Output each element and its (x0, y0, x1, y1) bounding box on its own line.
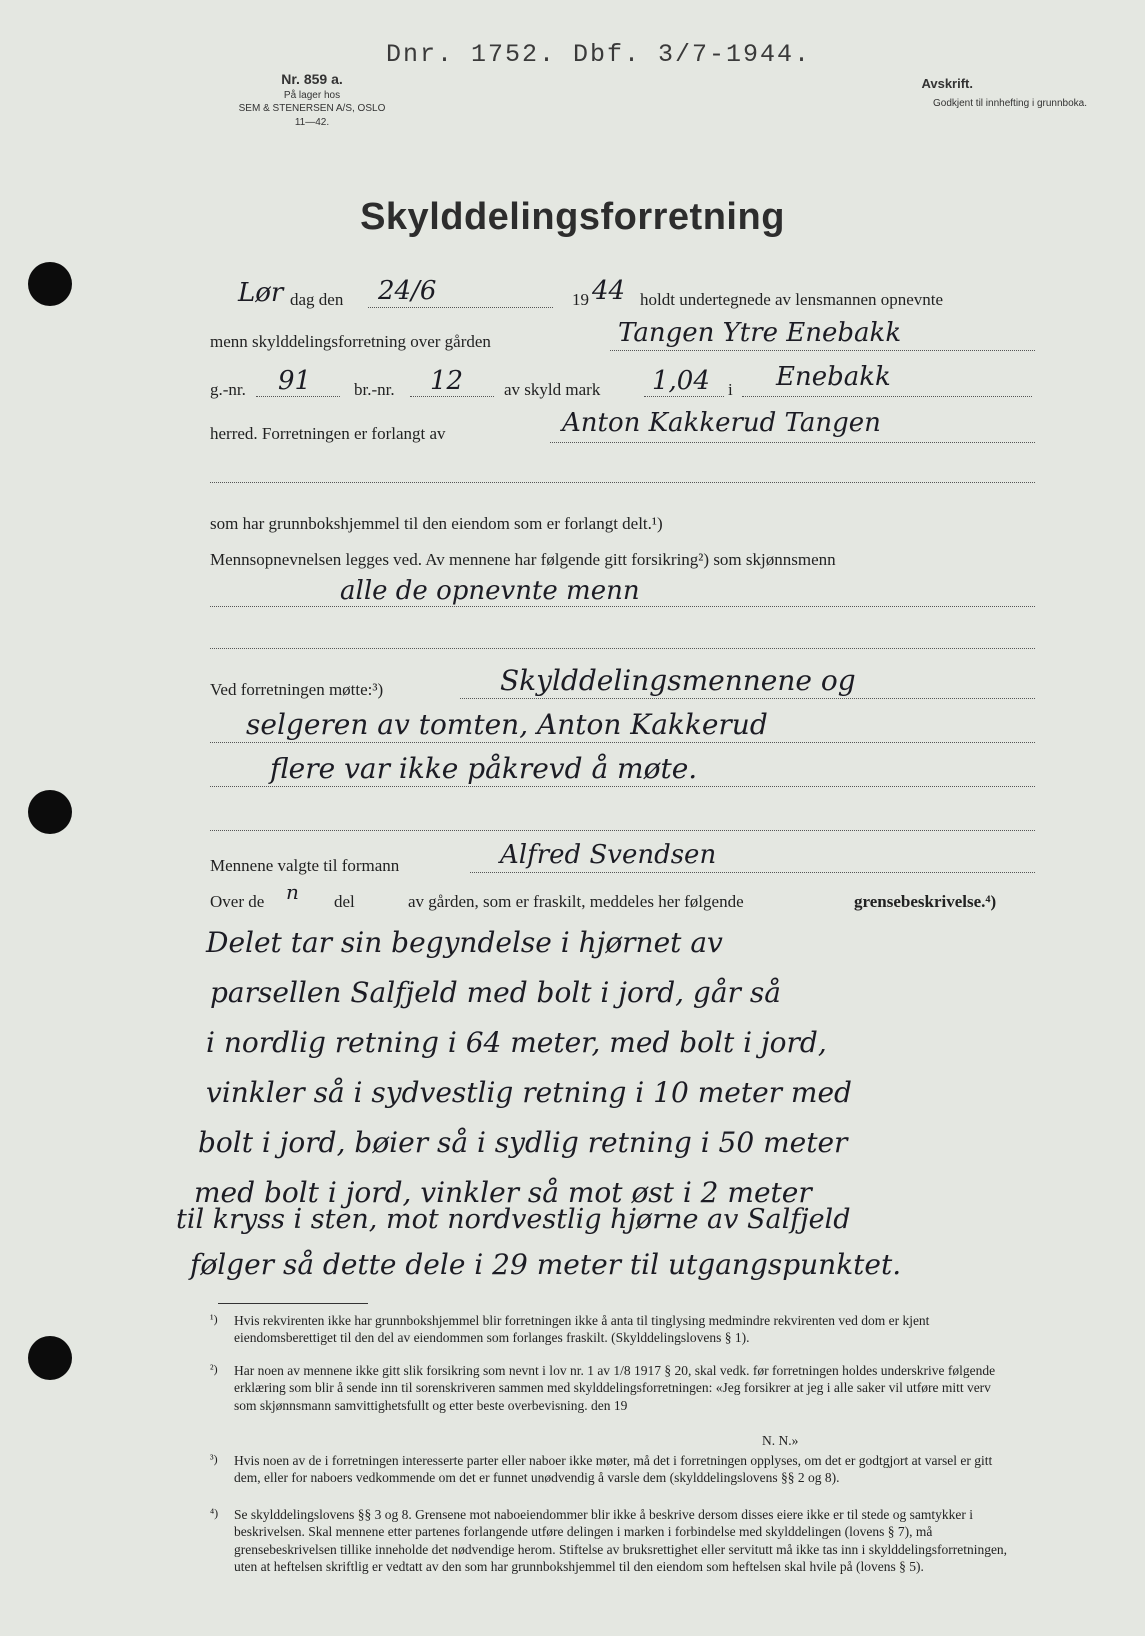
hw-desc-line: følger så dette dele i 29 meter til utgangspunktet. (190, 1248, 902, 1281)
hw-desc-line: til kryss i sten, mot nordvestlig hjørne av Salfjeld (176, 1204, 851, 1235)
punch-hole (28, 1336, 72, 1380)
hw-over-den-n: n (286, 880, 299, 904)
label-line8: Mennene valgte til formann (210, 856, 400, 875)
fill-line (256, 396, 340, 397)
label-line7: Ved forretningen møtte:³) (210, 680, 384, 699)
label-line9-mid: av gården, som er fraskilt, meddeles her følgende (408, 892, 744, 911)
hw-skyld: 1,04 (652, 366, 710, 396)
fill-line (410, 396, 494, 397)
fill-line (210, 482, 1035, 483)
fill-line (210, 742, 1035, 743)
fill-line (610, 350, 1035, 351)
hw-attended-3: flere var ikke påkrevd å møte. (270, 752, 698, 785)
hw-year: 44 (592, 276, 626, 306)
hw-date: 24/6 (378, 276, 437, 306)
printer-line2: SEM & STENERSEN A/S, OSLO (238, 103, 386, 115)
hw-desc-line: med bolt i jord, vinkler så mot øst i 2 meter (194, 1176, 812, 1209)
hw-gnr: 91 (278, 366, 312, 396)
fill-line (210, 786, 1035, 787)
footnote-number: ³) (210, 1452, 218, 1466)
footnote-text: Se skylddelingslovens §§ 3 og 8. Grensene mot naboeiendommer blir ikke å beskrive dersom disses eiere ikke er til stede og samtykker i beskrivelsen. Skal mennene etter partenes forlangende utføre delingen i marken i forbindelse med skylddelingen (lovens § 7), må grensebeskrivelsen tillike inneholde det nødvendige herom. Stiftelse av bruksrettighet eller servitutt må ikke tas inn i skylddelingsforretningen, uten at heftelsen skriftlig er vedtatt av den som har grunnbokshjemmel til den eiendom som heftelsen skal hvile på (lovens § 5). (234, 1507, 1008, 1574)
fill-line (742, 396, 1032, 397)
footnote-number: ⁴) (210, 1506, 219, 1520)
registration-stamp: Dnr. 1752. Dbf. 3/7-1944. (386, 40, 812, 69)
label-gnr: g.-nr. (210, 380, 246, 399)
footnote-separator (218, 1303, 368, 1304)
label-del: del (334, 892, 355, 911)
hw-farm: Tangen Ytre Enebakk (618, 318, 902, 348)
label-line5: som har grunnbokshjemmel til den eiendom som er forlangt delt.¹) (210, 514, 663, 533)
footnote-text: Hvis noen av de i forretningen interesserte parter eller naboer ikke møter, må det i forretningen opplyses, om det er godtgjort at varsel er gitt dem, eller for naboers vedkommende om det er funnet unødvendig å varsle dem (skylddelingslovens §§ 2 og 8). (234, 1453, 993, 1486)
label-grensebeskrivelse: grensebeskrivelse.⁴) (854, 892, 997, 911)
label-bnr: br.-nr. (354, 380, 395, 399)
footnote-number: ²) (210, 1362, 218, 1376)
printer-line1: På lager hos (283, 89, 341, 101)
label-i: i (728, 380, 733, 399)
printer-date: 11—42. (294, 116, 330, 128)
label-skyld: av skyld mark (504, 380, 601, 399)
hw-insured: alle de opnevnte menn (340, 576, 640, 606)
hw-attended-2: selgeren av tomten, Anton Kakkerud (246, 708, 768, 741)
hw-attended-1: Skylddelingsmennene og (500, 664, 856, 697)
hw-desc-line: parsellen Salfjeld med bolt i jord, går så (210, 976, 781, 1009)
printer-imprint (222, 70, 402, 129)
hw-herred: Enebakk (776, 362, 891, 392)
label-over-de: Over de (210, 892, 265, 911)
punch-hole (28, 262, 72, 306)
label-line4: herred. Forretningen er forlangt av (210, 424, 446, 443)
fill-line (210, 606, 1035, 607)
fill-line (210, 648, 1035, 649)
footnote-number: ¹) (210, 1312, 218, 1326)
footnote-2-signature (762, 1432, 798, 1449)
hw-desc-line: i nordlig retning i 64 meter, med bolt i jord, (206, 1026, 827, 1059)
fill-line (460, 698, 1035, 699)
form-number: Nr. 859 a. (281, 71, 343, 87)
footnote-text: Har noen av mennene ikke gitt slik forsikring som nevnt i lov nr. 1 av 1/8 1917 § 20, skal vedk. før forretningen holdes underskrive følgende erklæring som blir å sende inn til sorenskriveren sammen med skylddelingsforretningen: «Jeg forsikrer at jeg i alle saker vil utføre mitt verv som skjønnsmann samvittighetsfullt og etter beste overbevisning. den 19 (234, 1363, 996, 1413)
fill-line (368, 307, 553, 308)
fill-line (644, 396, 724, 397)
fill-line (210, 830, 1035, 831)
fill-line (550, 442, 1035, 443)
hw-chairman: Alfred Svendsen (500, 840, 717, 870)
punch-hole (28, 790, 72, 834)
label-line6: Mennsopnevnelsen legges ved. Av mennene har følgende gitt forsikring²) som skjønnsmenn (210, 550, 836, 569)
hw-bnr: 12 (430, 366, 464, 396)
footnote-text: N. N.» (762, 1433, 799, 1448)
hw-requester: Anton Kakkerud Tangen (562, 408, 881, 438)
label-year-prefix: 19 (572, 290, 589, 309)
hw-desc-line: Delet tar sin begyndelse i hjørnet av (206, 926, 723, 959)
avskrift-label: Avskrift. (921, 76, 973, 91)
hw-desc-line: vinkler så i sydvestlig retning i 10 meter med (206, 1076, 852, 1109)
label-dag-den: dag den (290, 290, 344, 309)
label-line2: menn skylddelingsforretning over gården (210, 332, 491, 351)
hw-desc-line: bolt i jord, bøier så i sydlig retning i 50 meter (198, 1126, 848, 1159)
footnote-text: Hvis rekvirenten ikke har grunnbokshjemmel blir forretningen ikke å anta til tinglysing medmindre rekvirenten ved dom er kjent eiendomsberettiget til den del av eiendommen som forlanges fraskilt. (Skylddelingslovens § 1). (234, 1313, 930, 1346)
hw-weekday: Lør (238, 278, 284, 308)
label-line1-post: holdt undertegnede av lensmannen opnevnte (640, 290, 944, 309)
fill-line (470, 872, 1035, 873)
document-title: Skylddelingsforretning (360, 196, 785, 238)
godkjent-label: Godkjent til innhefting i grunnboka. (933, 98, 1087, 109)
